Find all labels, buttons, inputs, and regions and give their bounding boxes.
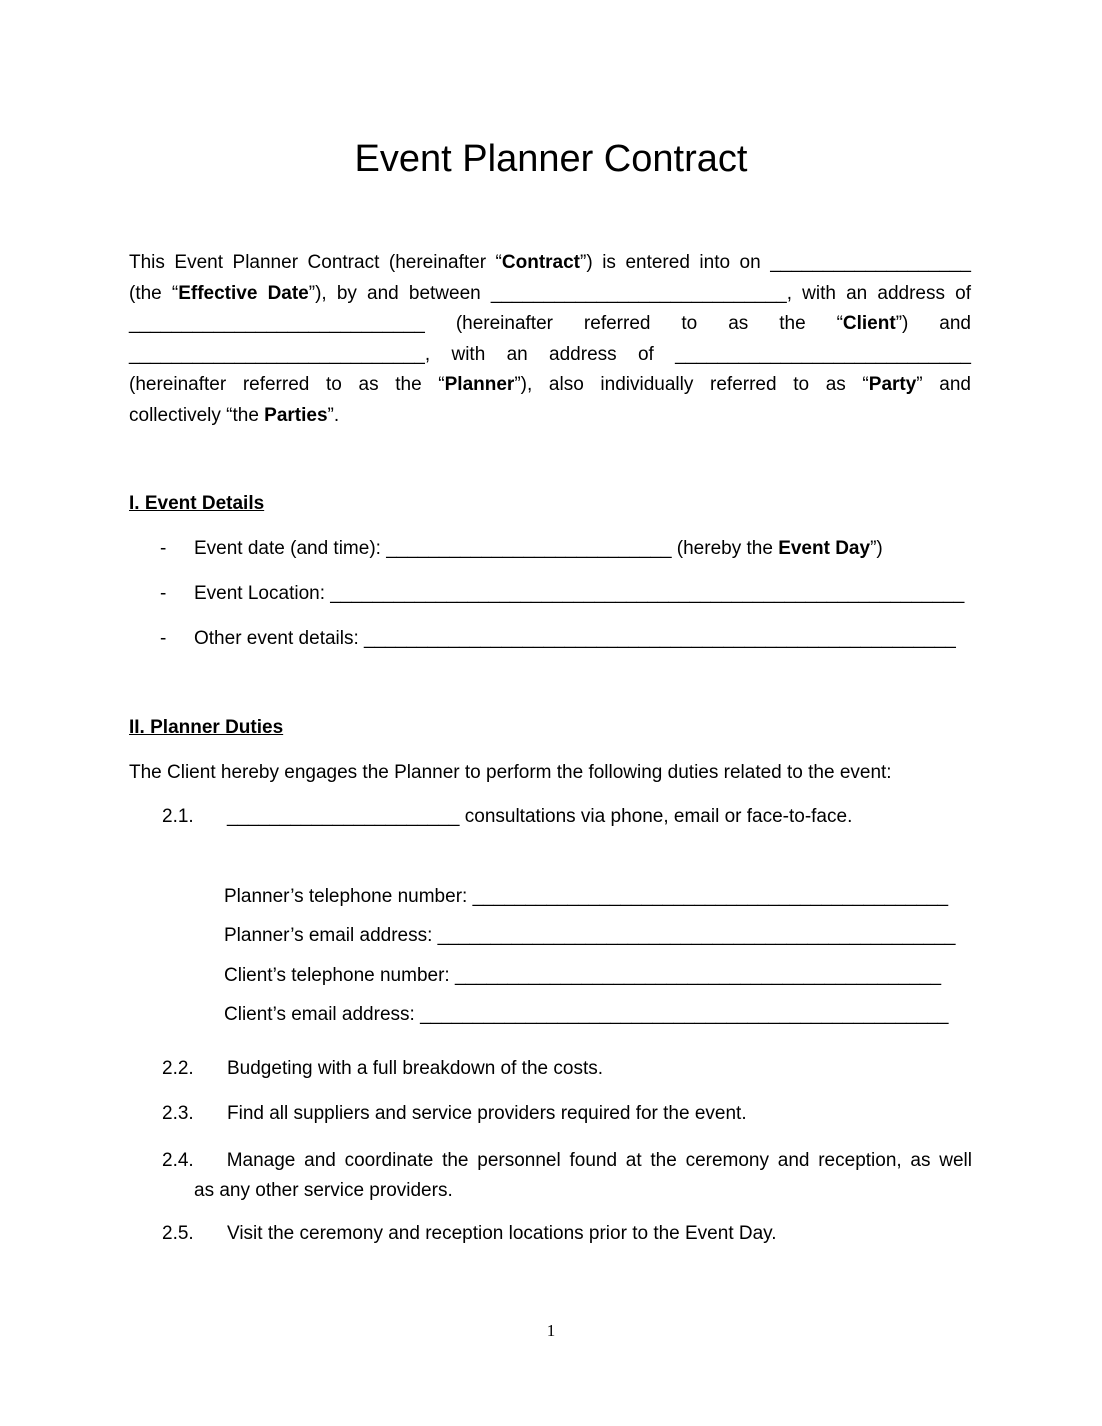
intro-line <box>129 370 971 401</box>
item-2-4 <box>162 1146 972 1206</box>
item-line <box>162 1176 972 1206</box>
intro-text: ____________________________, with an address of ____________________________ <box>129 343 971 365</box>
item-text: Budgeting with a full breakdown of the costs. <box>227 1058 604 1079</box>
item-text: Visit the ceremony and reception locations prior to the Event Day. <box>227 1223 777 1244</box>
intro-text: ”. <box>327 404 340 426</box>
planner-email-line: Planner’s email address: _________________________________________________ <box>224 925 956 946</box>
defined-term: Effective Date <box>178 282 309 304</box>
intro-text: ”), by and between ____________________________, with an address of <box>308 282 971 304</box>
field-label: ”) <box>870 538 883 559</box>
defined-term: Event Day <box>778 538 871 559</box>
intro-line <box>129 340 971 371</box>
intro-paragraph <box>129 248 971 431</box>
intro-text: ”), also individually referred to as “ <box>514 374 869 395</box>
defined-term: Parties <box>264 404 328 426</box>
intro-line <box>129 248 971 279</box>
other-details-line: Other event details: ________________________________________________________ <box>194 628 956 649</box>
item-text: Find all suppliers and service providers required for the event. <box>227 1103 747 1124</box>
section-heading-event-details: I. Event Details <box>129 493 265 514</box>
page-number: 1 <box>546 1321 556 1340</box>
intro-text: ”) is entered into on ___________________ <box>580 252 971 273</box>
event-date-line <box>194 536 883 562</box>
bullet-dash: - <box>160 628 167 649</box>
bullet-dash: - <box>160 583 167 604</box>
client-email-line: Client’s email address: __________________________________________________ <box>224 1004 949 1025</box>
item-line <box>162 1146 972 1176</box>
item-number: 2.4. <box>162 1150 194 1171</box>
intro-text: collectively “the <box>129 404 265 426</box>
item-text: Manage and coordinate the personnel found at the ceremony and reception, as well <box>226 1150 972 1171</box>
defined-term: Party <box>868 374 917 395</box>
item-number: 2.5. <box>162 1223 194 1244</box>
duties-lead-text: The Client hereby engages the Planner to perform the following duties related to the event: <box>129 762 892 783</box>
defined-term: Planner <box>444 374 515 395</box>
item-number: 2.3. <box>162 1103 194 1124</box>
bullet-dash: - <box>160 538 167 559</box>
item-text: ______________________ consultations via phone, email or face-to-face. <box>227 806 853 827</box>
defined-term: Client <box>842 313 896 334</box>
planner-phone-line: Planner’s telephone number: _____________________________________________ <box>224 886 949 907</box>
intro-line <box>129 279 971 310</box>
intro-line <box>129 309 971 340</box>
intro-line <box>129 401 971 432</box>
field-label: Event date (and time): ___________________________ (hereby the <box>194 538 779 559</box>
item-number: 2.1. <box>162 806 194 827</box>
section-heading-planner-duties: II. Planner Duties <box>129 717 284 738</box>
item-text: as any other service providers. <box>194 1180 453 1201</box>
intro-text: ” and <box>916 374 971 395</box>
intro-text: (the “ <box>129 282 179 304</box>
intro-text: ____________________________ (hereinafter referred to as the “ <box>129 313 843 334</box>
intro-text: This Event Planner Contract (hereinafter “ <box>129 252 502 273</box>
client-phone-line: Client’s telephone number: ______________________________________________ <box>224 965 942 986</box>
page-title: Event Planner Contract <box>354 138 748 180</box>
intro-text: ”) and <box>895 313 971 334</box>
intro-text: (hereinafter referred to as the “ <box>129 374 445 395</box>
defined-term: Contract <box>501 252 581 273</box>
event-location-line: Event Location: ____________________________________________________________ <box>194 583 965 604</box>
item-number: 2.2. <box>162 1058 194 1079</box>
